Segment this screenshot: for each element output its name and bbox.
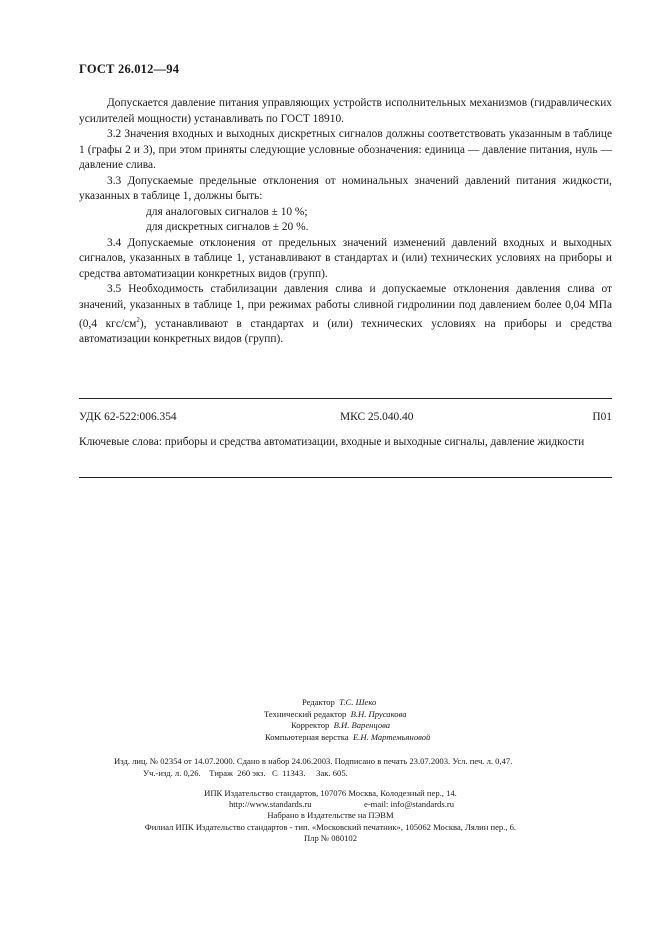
paragraph-3-4: 3.4 Допускаемые отклонения от предельных значений изменений давлений входных и выходных сигналов, указанных в таблице 1, устанавливают в стандартах и (или) технических условиях на приборы и средства автоматизации конкретных видов (групп).: [79, 236, 612, 280]
group-code: П01: [592, 411, 612, 423]
corrector-name: В.И. Варенцова: [333, 720, 391, 730]
tech-editor-name: В.Н. Прусакова: [350, 709, 407, 719]
imprint-email: e-mail: info@standards.ru: [364, 799, 455, 809]
layout-name: Е.Н. Мартемьяновой: [352, 732, 431, 742]
rule-bottom: [79, 477, 612, 478]
paragraph-3-2: 3.2 Значения входных и выходных дискретных сигналов должны соответствовать указанным в таблице 1 (графы 2 и 3), при этом приняты следующие условные обозначения: единица — давление питания, нуль — давление слива.: [79, 128, 612, 171]
editor-name: Т.С. Шеко: [339, 697, 377, 707]
mks-code: МКС 25.040.40: [340, 411, 414, 423]
imprint-site: http://www.standards.ru: [229, 799, 312, 809]
corrector-label: Корректор: [291, 720, 330, 730]
publication-line-2: Уч.-изд. л. 0,26. Тираж 260 экз. С 11343. Зак. 605.: [143, 768, 348, 778]
imprint-line-3: Набрано в Издательстве на ПЭВМ: [267, 810, 394, 820]
document-code-header: ГОСТ 26.012—94: [79, 62, 180, 76]
paragraph-pressure-supply: Допускается давление питания управляющих устройств исполнительных механизмов (гидравлических усилителей мощности) устанавливать по ГОСТ 18910.: [79, 97, 612, 125]
imprint-line-5: Плр № 080102: [303, 833, 358, 843]
editor-label: Редактор: [302, 697, 335, 707]
paragraph-3-5: [79, 282, 612, 348]
paragraph-3-3: 3.3 Допускаемые предельные отклонения от номинальных значений давлений питания жидкости, указанных в таблице 1, должны быть:: [79, 174, 612, 202]
layout-row: [265, 731, 430, 744]
keywords: Ключевые слова: приборы и средства автоматизации, входные и выходные сигналы, давление жидкости: [79, 436, 585, 448]
deviation-analog: для аналоговых сигналов ± 10 %;: [146, 205, 308, 218]
udk-code: УДК 62-522:006.354: [79, 411, 177, 423]
classification-line: [79, 411, 612, 427]
tech-editor-label: Технический редактор: [264, 709, 347, 719]
deviation-discrete: для дискретных сигналов ± 20 %.: [146, 221, 309, 233]
layout-label: Компьютерная верстка: [265, 732, 349, 742]
body-text: [79, 96, 612, 348]
paragraph-3-5-part2: ), устанавливают в стандартах и (или) технических условиях на приборы и средства автоматизации конкретных видов (групп).: [79, 317, 612, 346]
publication-line-1: Изд. лиц. № 02354 от 14.07.2000. Сдано в набор 24.06.2003. Подписано в печать 23.07.2003. Усл. печ. л. 0,47.: [114, 756, 513, 766]
imprint-line-4: Филиал ИПК Издательство стандартов - тип. «Московский печатник», 105062 Москва, Лялин пер., 6.: [144, 822, 517, 832]
rule-top: [79, 398, 612, 399]
paragraph-3-5-part1: 3.5 Необходимость стабилизации давления слива и допускаемые отклонения давления слива от значений, указанных в таблице 1, при режимах работы сливной гидролинии под давлением более 0,04 МПа (0,4 кгс/см: [79, 283, 612, 330]
imprint-line-1: ИПК Издательство стандартов, 107076 Москва, Колодезный пер., 14.: [204, 788, 457, 798]
superscript-2: 2: [136, 316, 140, 324]
